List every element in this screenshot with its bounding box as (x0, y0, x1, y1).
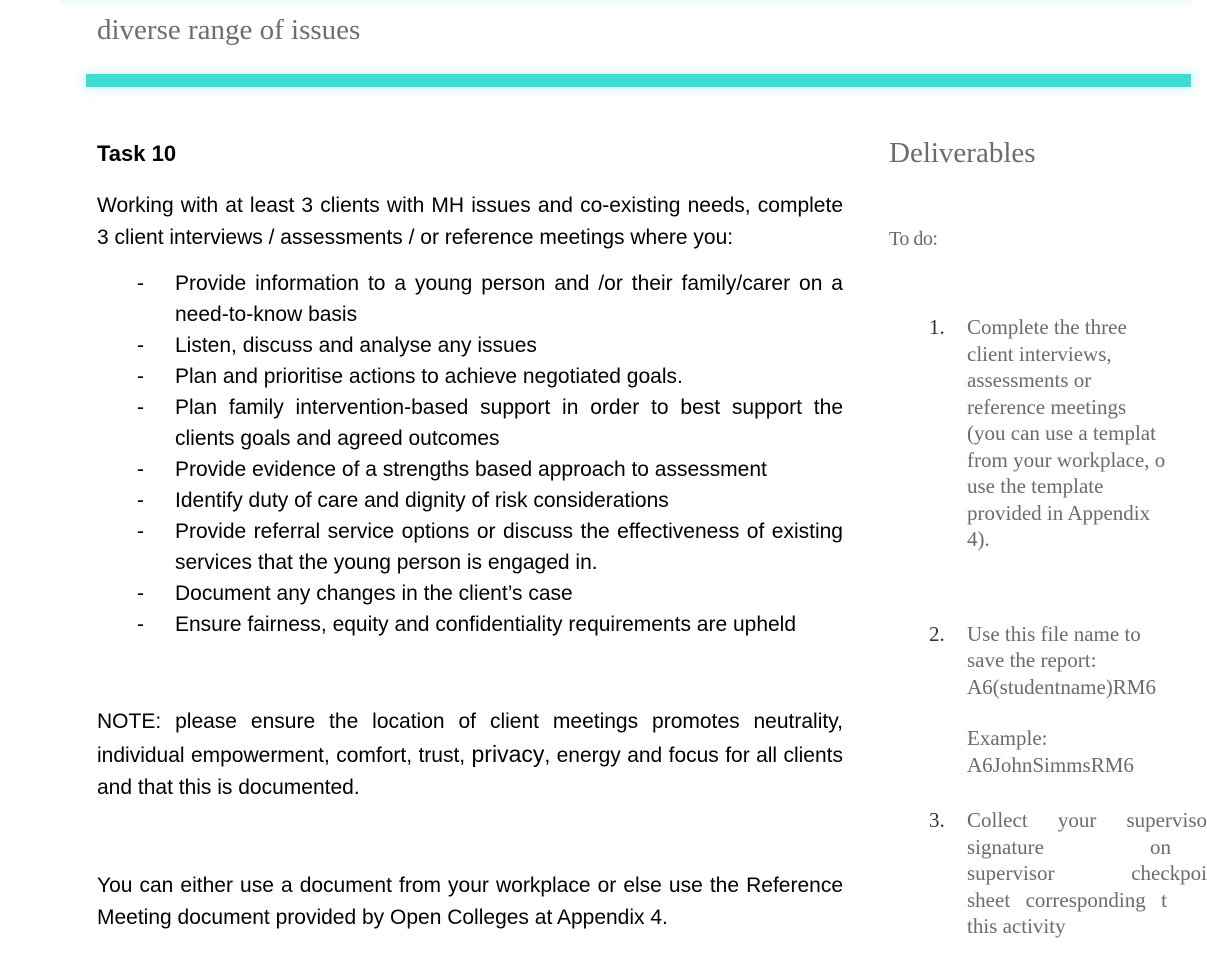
bullet-dash: - (137, 582, 144, 605)
list-item: - Ensure fairness, equity and confidentiality requirements are upheld (175, 609, 843, 640)
deliverable-step-1: 1. Complete the three client interviews, assessments or reference meetings (you can use a templat from your workplace, o use the template provided in Appendix 4). (929, 315, 1166, 551)
list-item: - Plan family intervention-based support in order to best support the clients goals and agreed outcomes (175, 392, 843, 454)
list-item: - Provide evidence of a strengths based approach to assessment (175, 454, 843, 485)
deliverables-column (889, 136, 1207, 940)
deliverables-title: Deliverables (889, 137, 1036, 169)
deliverable-step-3: 3. Collect your superviso signature on supervisor checkpoi sheet corresponding t this activity (929, 808, 1207, 938)
example-label: Example: (967, 726, 1048, 750)
document-options-text: You can either use a document from your workplace or else use the Reference Meeting document provided by Open Colleges at Appendix 4. (97, 874, 843, 929)
top-edge-glow (60, 0, 1191, 6)
list-item: - Document any changes in the client’s case (175, 578, 843, 609)
location-note: NOTE: please ensure the location of client meetings promotes neutrality, individual empowerment, comfort, trust, privacy, energy and focus for all clients and that this is documented. (97, 710, 843, 799)
step-number: 2. (929, 621, 945, 646)
list-item: - Plan and prioritise actions to achieve negotiated goals. (175, 361, 843, 392)
bullet-dash: - (137, 334, 144, 357)
header-divider (86, 74, 1191, 87)
list-item: - Provide referral service options or discuss the effectiveness of existing services that the young person is engaged in. (175, 516, 843, 578)
task-column (97, 138, 843, 934)
example-file-name: A6JohnSimmsRM6 (967, 752, 1134, 777)
bullet-dash: - (137, 272, 144, 295)
section-title: diverse range of issues (97, 14, 361, 46)
list-item: - Identify duty of care and dignity of risk considerations (175, 485, 843, 516)
privacy-word: privacy (471, 741, 545, 767)
task-heading: Task 10 (97, 141, 177, 166)
task-bullet-list (97, 268, 843, 640)
file-name-pattern: A6(studentname)RM6 (967, 674, 1156, 699)
todo-label: To do: (889, 228, 938, 250)
list-item: - Provide information to a young person and /or their family/carer on a need-to-know basis (175, 268, 843, 330)
bullet-dash: - (137, 489, 144, 512)
bullet-dash: - (137, 458, 144, 481)
bullet-dash: - (137, 613, 144, 636)
deliverables-steps (889, 314, 1207, 940)
step-number: 1. (929, 315, 945, 339)
bullet-dash: - (137, 365, 144, 388)
task-intro: Working with at least 3 clients with MH issues and co-existing needs, complete 3 client interviews / assessments / or reference meetings where you: (97, 194, 843, 249)
bullet-dash: - (137, 520, 144, 543)
step-number: 3. (929, 808, 945, 832)
deliverable-step-2: 2. Use this file name to save the report: A6(studentname)RM6 Example: A6JohnSimmsRM6 (889, 621, 1191, 779)
bullet-dash: - (137, 396, 144, 419)
list-item: - Listen, discuss and analyse any issues (175, 330, 843, 361)
